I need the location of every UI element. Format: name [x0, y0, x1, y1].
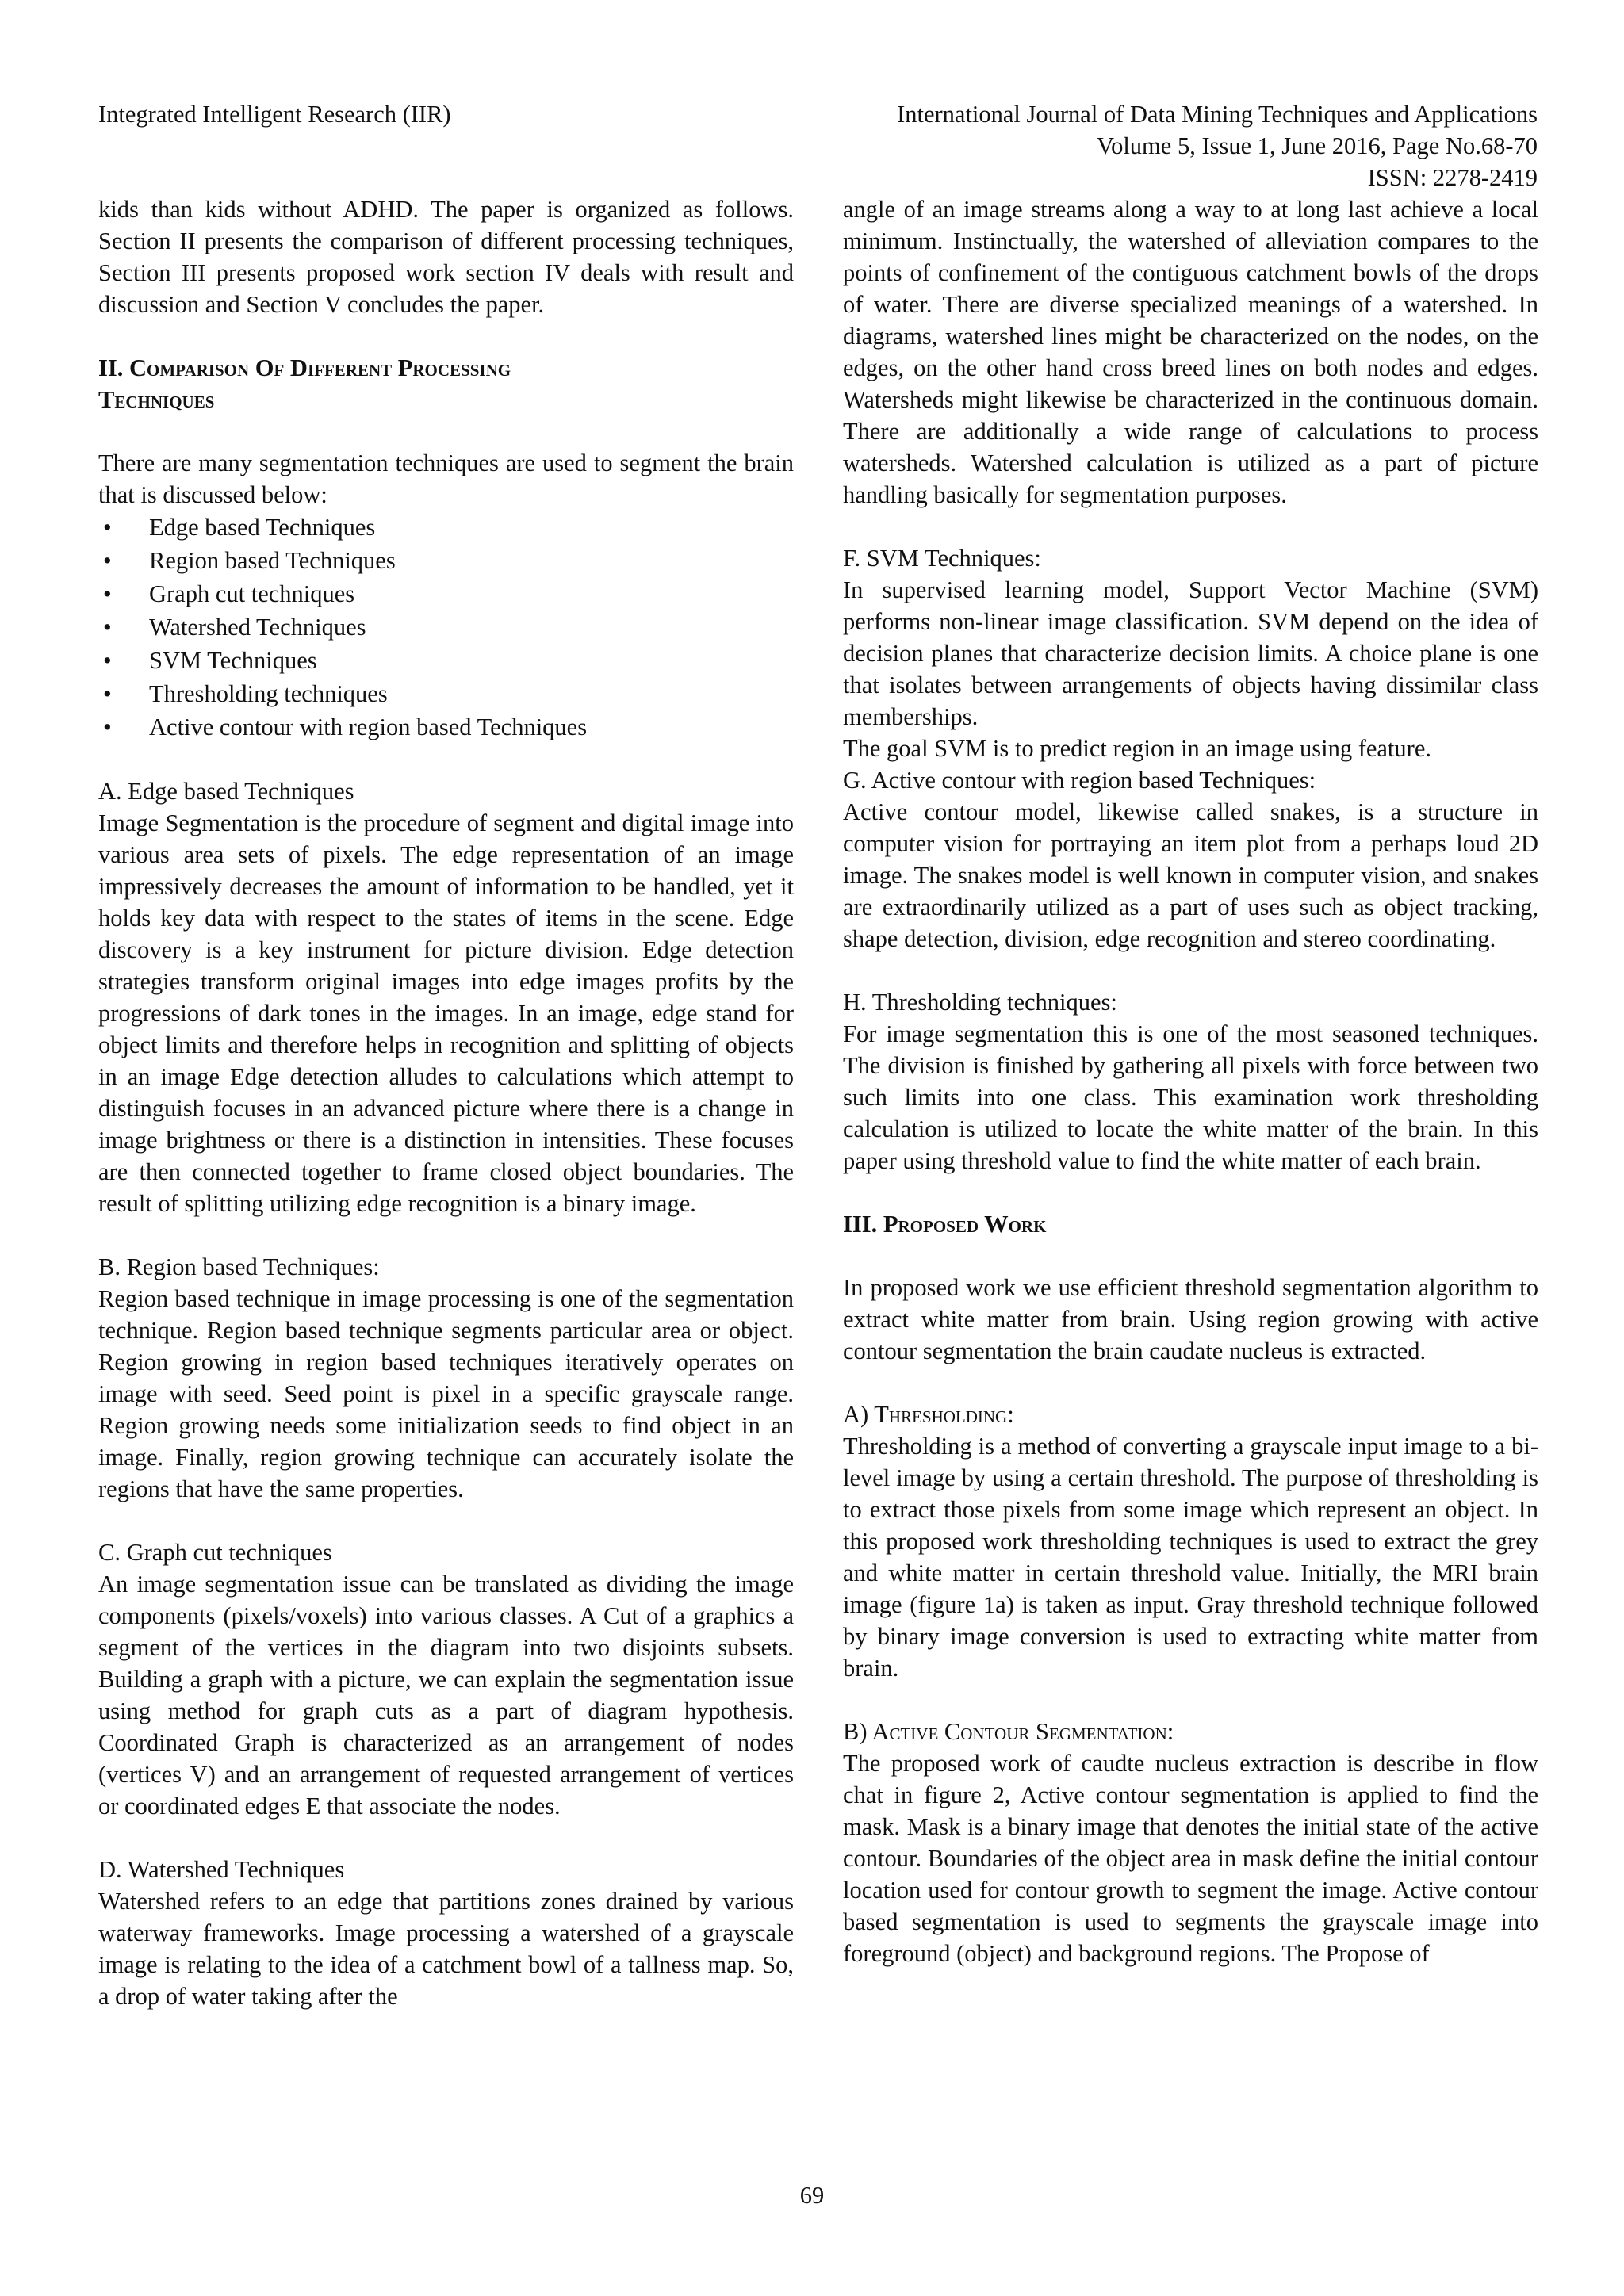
journal-info: [745, 98, 1538, 193]
list-item: • SVM Techniques: [98, 644, 794, 677]
journal-volume: Volume 5, Issue 1, June 2016, Page No.68-70: [1096, 132, 1538, 159]
subsection-g-text: Active contour model, likewise called snakes, is a structure in computer vision for portraying an item plot from a perhaps loud 2D image. The snakes model is well known in computer vision, and snakes are extraordinarily utilized as a part of uses such as object tracking, shape detection, division, edge recognition and stereo coordinating.: [843, 798, 1538, 952]
active-contour-title: B) Active Contour Segmentation:: [843, 1718, 1174, 1745]
bullet-icon: •: [103, 680, 112, 707]
bullet-icon: •: [103, 647, 112, 674]
subsection-a-text: Image Segmentation is the procedure of segment and digital image into various area sets of pixels. The edge representation of an image impressively decreases the amount of information to be handled, yet it holds key data with respect to the states of items in the scene. Edge discovery is a key instrument for picture division. Edge detection strategies transform original images into edge images profits by the progressions of dark tones in the images. In an image, edge stand for object limits and therefore helps in recognition and splitting of objects in an image Edge detection alludes to calculations which attempt to distinguish focuses in an advanced picture where there is a change in image brightness or there is a distinction in intensities. These focuses are then connected together to frame closed object boundaries. The result of splitting utilizing edge recognition is a binary image.: [98, 809, 794, 1217]
journal-issn: ISSN: 2278-2419: [1367, 164, 1538, 191]
section-2-intro: There are many segmentation techniques are used to segment the brain that is discussed below:: [98, 450, 794, 508]
subsection-h-text: For image segmentation this is one of the most seasoned techniques. The division is finished by gathering all pixels with force between two such limits into one class. This examination work thresholding calculation is utilized to locate the white matter of the brain. In this paper using threshold value to find the white matter of each brain.: [843, 1020, 1538, 1174]
section-2-title-line2: Techniques: [98, 386, 215, 413]
section-3-title: III. Proposed Work: [843, 1211, 1047, 1238]
section-2-title-line1: II. Comparison Of Different Processing: [98, 354, 511, 381]
subsection-c-text: An image segmentation issue can be translated as dividing the image components (pixels/voxels) into various classes. A Cut of a graphics a segment of the vertices in the diagram into two disjoints subsets. Building a graph with a picture, we can explain the segmentation issue using method for graph cuts as a part of diagram hypothesis. Coordinated Graph is characterized as an arrangement of nodes (vertices V) and an arrangement of requested arrangement of vertices or coordinated edges E that associate the nodes.: [98, 1571, 794, 1820]
bullet-icon: •: [103, 714, 112, 740]
subsection-f-text-2: The goal SVM is to predict region in an image using feature.: [843, 735, 1431, 762]
active-contour-text: The proposed work of caudte nucleus extraction is describe in flow chat in figure 2, Active contour segmentation is applied to find the mask. Mask is a binary image that denotes the initial state of the active contour. Boundaries of the object area in mask define the initial contour location used for contour growth to segment the image. Active contour based segmentation is used to segments the grayscale image into foreground (object) and background regions. The Propose of: [843, 1750, 1538, 1967]
list-item: • Edge based Techniques: [98, 511, 794, 544]
journal-title: International Journal of Data Mining Techniques and Applications: [897, 101, 1538, 128]
subsection-c-title: C. Graph cut techniques: [98, 1539, 332, 1566]
list-item: • Region based Techniques: [98, 544, 794, 577]
bullet-icon: •: [103, 614, 112, 641]
left-column: [98, 193, 794, 2012]
journal-publisher: Integrated Intelligent Research (IIR): [98, 101, 451, 128]
section-3-text: In proposed work we use efficient threshold segmentation algorithm to extract white matter from brain. Using region growing with active contour segmentation the brain caudate nucleus is extracted.: [843, 1274, 1538, 1364]
subsection-b-text: Region based technique in image processing is one of the segmentation technique. Region based technique segments particular area or object. Region growing in region based techniques iteratively operates on image with seed. Seed point is pixel in a specific grayscale range. Region growing needs some initialization seeds to find object in an image. Finally, region growing technique can accurately isolate the regions that have the same properties.: [98, 1285, 794, 1502]
subsection-a-title: A. Edge based Techniques: [98, 778, 354, 805]
subsection-f-text: In supervised learning model, Support Vector Machine (SVM) performs non-linear image classification. SVM depend on the idea of decision planes that characterize decision limits. A choice plane is one that isolates between arrangements of objects having dissimilar class memberships.: [843, 576, 1538, 730]
thresholding-text: Thresholding is a method of converting a grayscale input image to a bi-level image by using a certain threshold. The purpose of thresholding is to extract those pixels from some image which represent an object. In this proposed work thresholding techniques is used to extract the grey and white matter in certain threshold value. Initially, the MRI brain image (figure 1a) is taken as input. Gray threshold technique followed by binary image conversion is used to extracting white matter from brain.: [843, 1433, 1538, 1682]
bullet-icon: •: [103, 580, 112, 607]
technique-list: [98, 511, 794, 744]
list-item: • Thresholding techniques: [98, 677, 794, 710]
subsection-d-title: D. Watershed Techniques: [98, 1856, 345, 1883]
subsection-h-title: H. Thresholding techniques:: [843, 989, 1117, 1016]
subsection-d-continued: angle of an image streams along a way to at long last achieve a local minimum. Instinctually, the watershed of alleviation compares to the points of confinement of the contiguous catchment bowls of the drops of water. There are diverse specialized meanings of a watershed. In diagrams, watershed lines might be characterized on the nodes, on the edges, on the other hand cross breed lines on both nodes and edges. Watersheds might likewise be characterized in the continuous domain. There are additionally a wide range of calculations to process watersheds. Watershed calculation is utilized as a part of picture handling basically for segmentation purposes.: [843, 196, 1538, 508]
page-number: 69: [799, 2182, 825, 2209]
list-item: • Active contour with region based Techniques: [98, 710, 794, 744]
subsection-b-title: B. Region based Techniques:: [98, 1253, 380, 1280]
right-column: [843, 193, 1538, 1969]
list-item: • Graph cut techniques: [98, 577, 794, 610]
thresholding-title: A) Thresholding:: [843, 1401, 1014, 1428]
subsection-g-title: G. Active contour with region based Techniques:: [843, 767, 1316, 794]
intro-paragraph: kids than kids without ADHD. The paper is organized as follows. Section II presents the comparison of different processing techniques, Section III presents proposed work section IV deals with result and discussion and Section V concludes the paper.: [98, 196, 794, 318]
bullet-icon: •: [103, 514, 112, 541]
bullet-icon: •: [103, 547, 112, 574]
subsection-d-text: Watershed refers to an edge that partitions zones drained by various waterway frameworks. Image processing a watershed of a grayscale image is relating to the idea of a catchment bowl of a tallness map. So, a drop of water taking after the: [98, 1888, 794, 2010]
list-item: • Watershed Techniques: [98, 610, 794, 644]
subsection-f-title: F. SVM Techniques:: [843, 545, 1041, 572]
